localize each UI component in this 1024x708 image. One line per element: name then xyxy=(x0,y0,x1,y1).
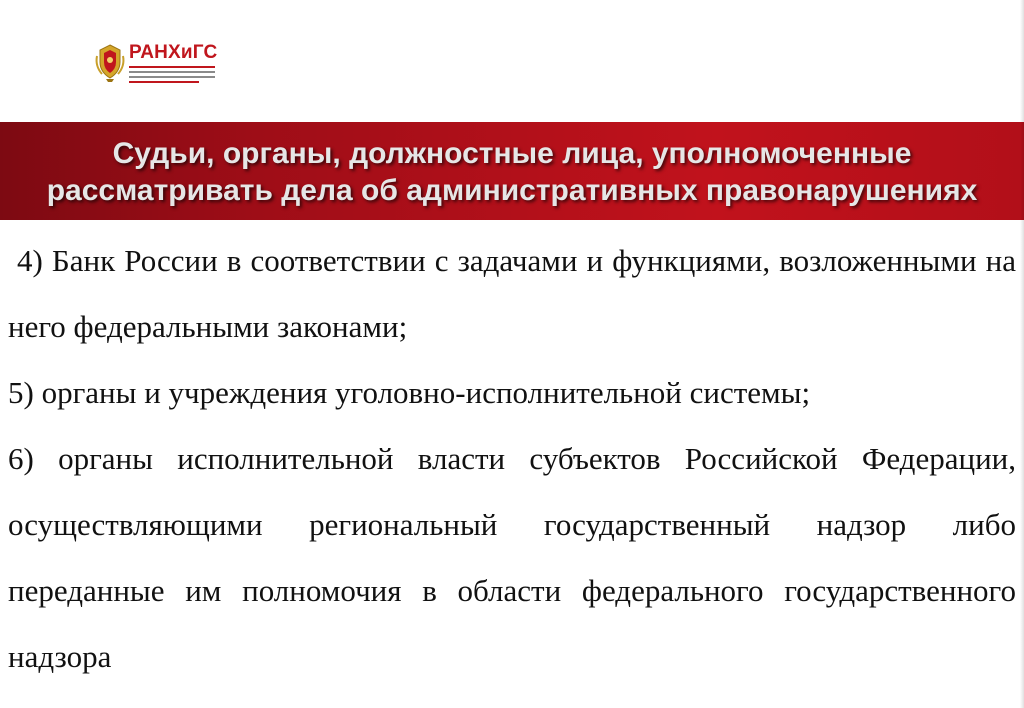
logo xyxy=(93,42,223,84)
logo-subtitle-lines xyxy=(129,66,215,86)
list-item-5: 5) органы и учреждения уголовно-исполнительной системы; xyxy=(8,375,811,410)
list-item-6: 6) органы исполнительной власти субъектов Российской Федерации, осуществляющими региональный государственный надзор либо переданные им полномочия в области федерального государственного надзора xyxy=(8,441,1016,674)
slide-title: Судьи, органы, должностные лица, уполномоченные рассматривать дела об административных правонарушениях xyxy=(46,137,978,207)
ranepa-emblem-icon xyxy=(93,42,127,82)
logo-title: РАНХиГС xyxy=(129,42,218,63)
content-body xyxy=(8,228,1016,690)
list-item-4: 4) Банк России в соответствии с задачами и функциями, возложенными на него федеральными законами; xyxy=(8,243,1016,344)
edge-shadow xyxy=(1020,0,1024,708)
